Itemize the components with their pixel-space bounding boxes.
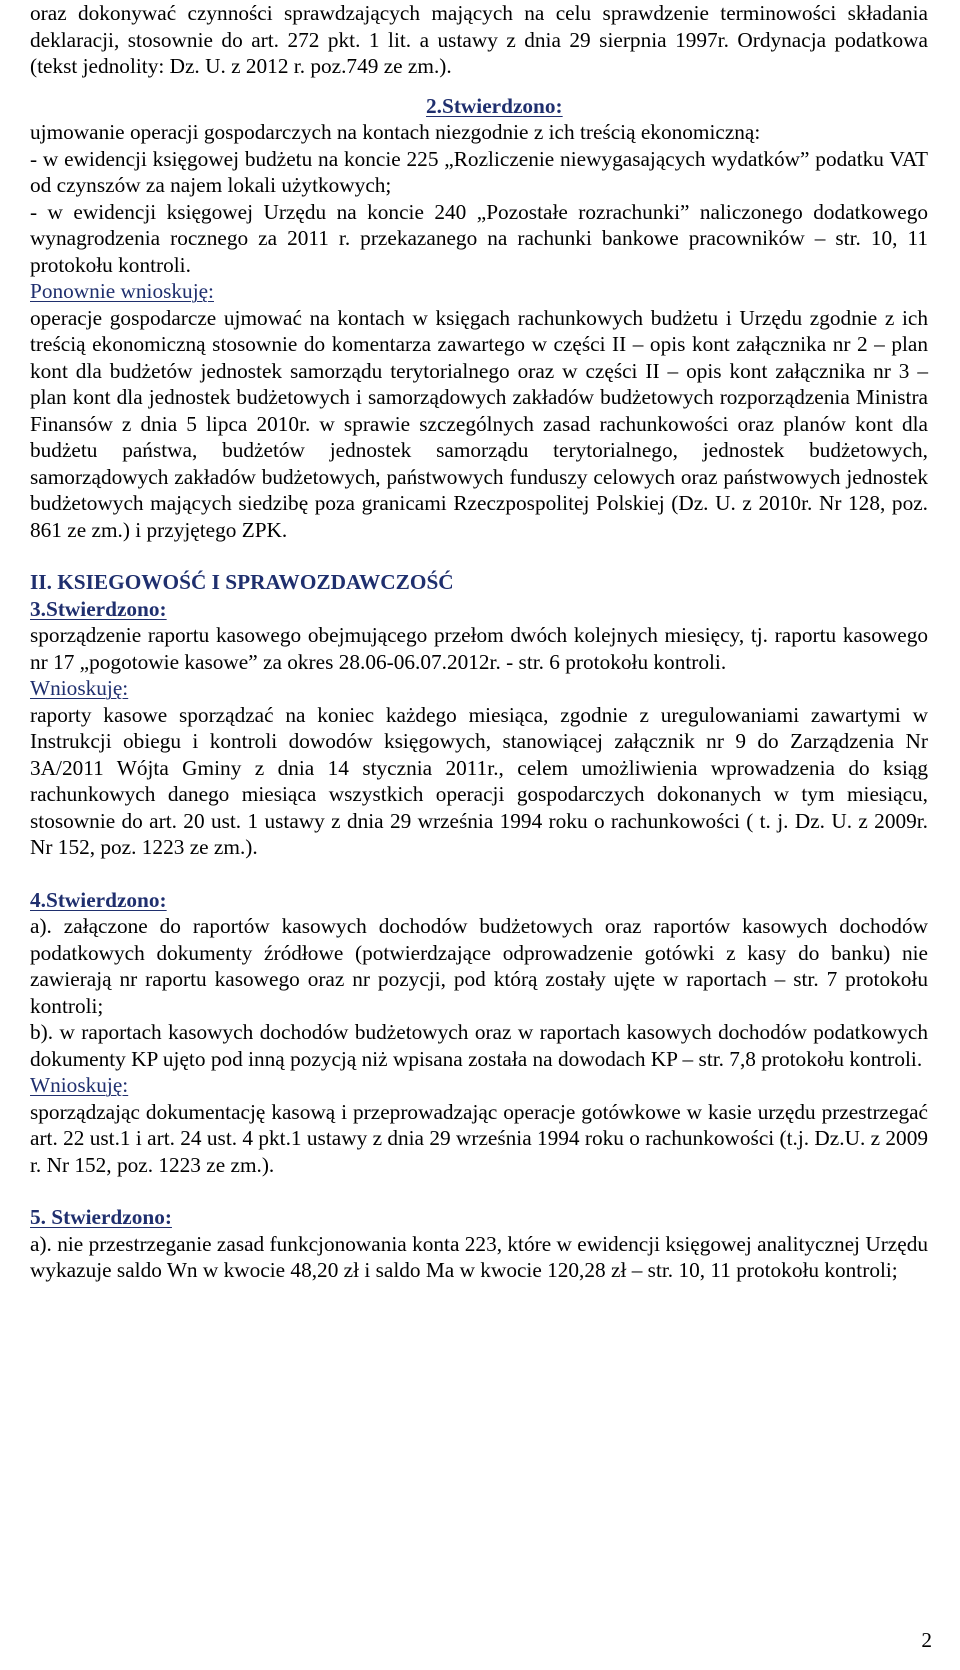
finding-4-recommendation-text: sporządzając dokumentację kasową i przeprowadzając operacje gotówkowe w kasie urzędu przestrzegać art. 22 ust.1 i art. 24 ust. 4 pkt.1 ustawy z dnia 29 września 1994 roku o rachunkowości (t.j. Dz.U. z 2009 r. Nr 152, poz. 1223 ze zm.).	[30, 1099, 928, 1177]
finding-2-recommendation-text: operacje gospodarcze ujmować na kontach w księgach rachunkowych budżetu i Urzędu zgodnie z ich treścią ekonomiczną stosownie do komentarza zawartego w części II – opis kont załącznika nr 2 – plan kont dla budżetów jednostek samorządu terytorialnego oraz w części II – opis kont załącznika nr 3 – plan kont dla jednostek budżetowych i samorządowych zakładów budżetowych rozporządzenia Ministra Finansów z dnia 5 lipca 2010r. w sprawie szczególnych zasad rachunkowości oraz planów kont dla budżetu państwa, budżetów jednostek samorządu terytorialnego, jednostek budżetowych, samorządowych zakładów budżetowych, państwowych funduszy celowych oraz państwowych jednostek budżetowych mających siedzibę poza granicami Rzeczpospolitej Polskiej (Dz. U. z 2010r. Nr 128, poz. 861 ze zm.) i przyjętego ZPK.	[30, 305, 928, 542]
finding-5-heading: 5. Stwierdzono:	[30, 1205, 172, 1229]
finding-4-point-a: a). załączone do raportów kasowych dochodów budżetowych oraz raportów kasowych dochodów podatkowych dokumenty źródłowe (potwierdzające odprowadzenie gotówki z kasy do banku) nie zawierają nr raportu kasowego oraz nr pozycji, pod którą zostały ujęte w raportach – str. 7 protokołu kontroli;	[30, 914, 928, 1018]
page-number: 2	[921, 1628, 932, 1652]
finding-4-heading: 4.Stwierdzono:	[30, 887, 167, 912]
finding-3-text: sporządzenie raportu kasowego obejmującego przełom dwóch kolejnych miesięcy, tj. raportu kasowego nr 17 „pogotowie kasowe” za okres 28.06-06.07.2012r. - str. 6 protokołu kontroli.	[30, 623, 928, 674]
finding-4-point-b: b). w raportach kasowych dochodów budżetowych oraz w raportach kasowych dochodów podatkowych dokumenty KP ujęto pod inną pozycją niż wpisana została na dowodach KP – str. 7,8 protokołu kontroli.	[30, 1020, 928, 1071]
intro-paragraph: oraz dokonywać czynności sprawdzających mających na celu sprawdzenie terminowości składania deklaracji, stosownie do art. 272 pkt. 1 lit. a ustawy z dnia 29 sierpnia 1997r. Ordynacja podatkowa (tekst jednolity: Dz. U. z 2012 r. poz.749 ze zm.).	[30, 1, 928, 78]
finding-3-recommendation-heading: Wnioskuję:	[30, 676, 129, 700]
finding-2-line-2: - w ewidencji księgowej budżetu na koncie 225 „Rozliczenie niewygasających wydatków” podatku VAT od czynszów za najem lokali użytkowych;	[30, 146, 928, 197]
finding-4-recommendation-heading: Wnioskuję:	[30, 1073, 129, 1097]
document-page	[30, 0, 928, 1284]
finding-2-line-3: - w ewidencji księgowej Urzędu na koncie 240 „Pozostałe rozrachunki” naliczonego dodatkowego wynagrodzenia rocznego za 2011 r. przekazanego na rachunki bankowe pracowników – str. 10, 11 protokołu kontroli.	[30, 199, 928, 277]
finding-3-heading: 3.Stwierdzono:	[30, 596, 167, 621]
finding-2-line-1: ujmowanie operacji gospodarczych na kontach niezgodnie z ich treścią ekonomiczną:	[30, 120, 761, 144]
finding-2-heading: 2.Stwierdzono:	[426, 93, 563, 118]
finding-2-recommendation-heading: Ponownie wnioskuję:	[30, 279, 214, 303]
finding-3-recommendation-text: raporty kasowe sporządzać na koniec każdego miesiąca, zgodnie z uregulowaniami zawartymi w Instrukcji obiegu i kontroli dowodów księgowych, stanowiącej załącznik nr 9 do Zarządzenia Nr 3A/2011 Wójta Gminy z dnia 14 stycznia 2011r., celem umożliwienia wprowadzenia do ksiąg rachunkowych danego miesiąca wszystkich operacji gospodarczych dokonanych w tym miesiącu, stosownie do art. 20 ust. 1 ustawy z dnia 29 września 1994 roku o rachunkowości ( t. j. Dz. U. z 2009r. Nr 152, poz. 1223 ze zm.).	[30, 702, 928, 859]
finding-5-point-a: a). nie przestrzeganie zasad funkcjonowania konta 223, które w ewidencji księgowej analitycznej Urzędu wykazuje saldo Wn w kwocie 48,20 zł i saldo Ma w kwocie 120,28 zł – str. 10, 11 protokołu kontroli;	[30, 1231, 928, 1282]
section-2-title: II. KSIEGOWOŚĆ I SPRAWOZDAWCZOŚĆ	[30, 570, 454, 594]
